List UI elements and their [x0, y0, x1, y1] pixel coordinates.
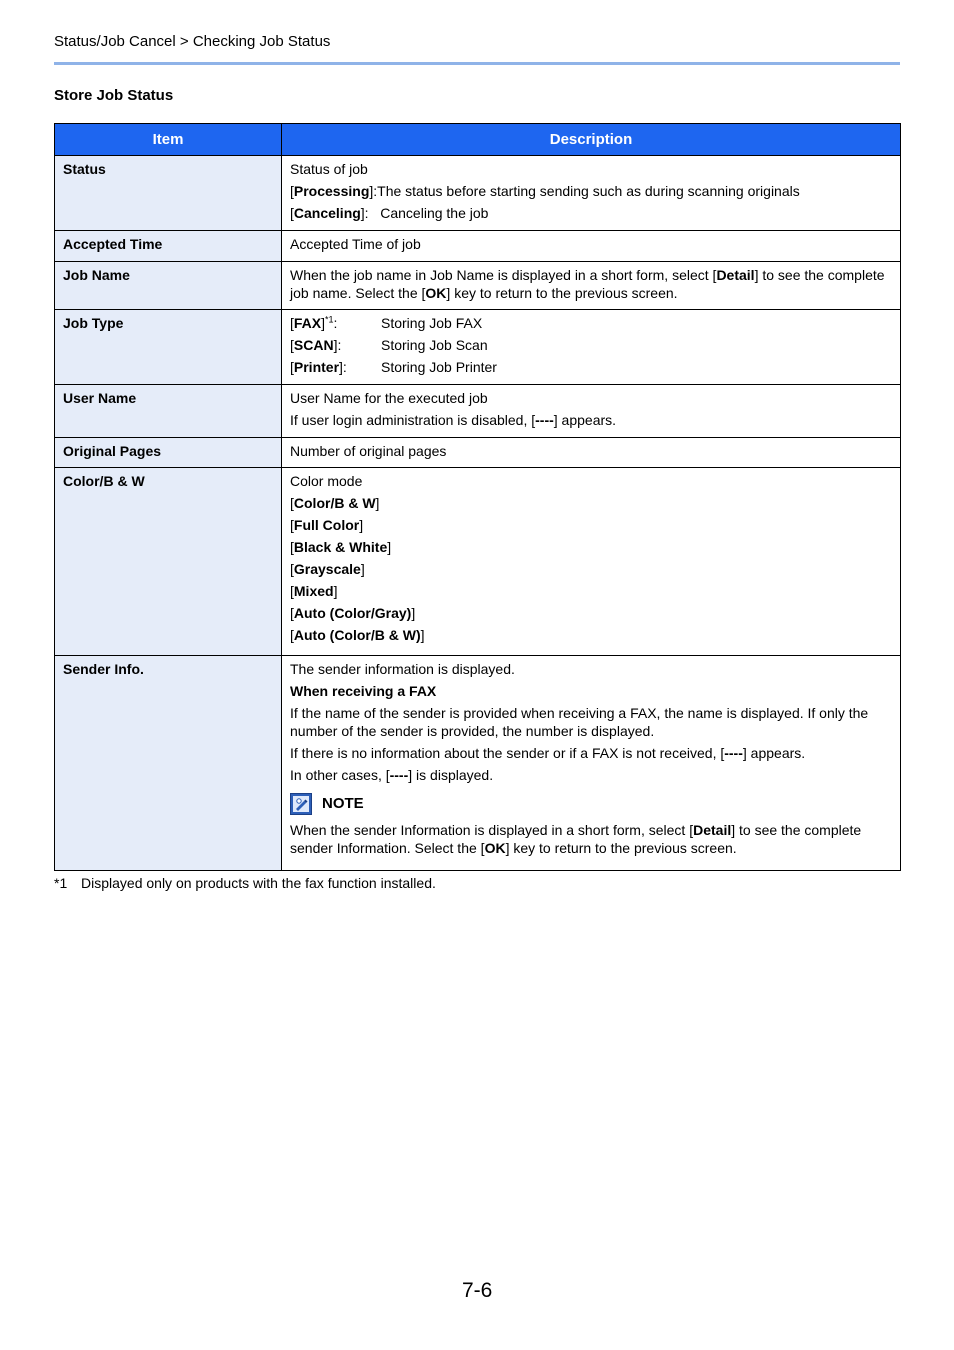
sender-para1: If the name of the sender is provided when receiving a FAX, the name is displayed. If only the number of the sender is provided, the number is displayed. [290, 705, 869, 739]
color-option-label: Black & White [293, 539, 388, 555]
color-option-label: Grayscale [293, 561, 361, 577]
status-line1: Status of job [290, 161, 368, 177]
note-text-pre: When the sender Information is displayed in a short form, select [ [290, 822, 694, 838]
sender-subhead-text: When receiving a FAX [290, 683, 437, 699]
row-desc-job-type [282, 310, 901, 385]
footnote-mark: *1 [54, 875, 68, 891]
job-type-fax: [FAX]$^{*1}$: Storing Job FAX [290, 314, 483, 331]
table-row [55, 231, 901, 262]
scan-desc: Storing Job Scan [381, 337, 488, 353]
user-name-line2 [290, 411, 892, 429]
dash-key: ---- [724, 745, 743, 761]
footnote-text: Displayed only on products with the fax function installed. [81, 875, 436, 891]
row-item-accepted-time: Accepted Time [55, 231, 282, 262]
sender-para3-pre: In other cases, [ [290, 767, 390, 783]
color-option: [Full Color] [290, 517, 364, 533]
note-text-post: ] key to return to the previous screen. [505, 840, 737, 856]
row-item-job-type: Job Type [55, 310, 282, 385]
color-option-label: Full Color [293, 517, 360, 533]
user-name-line1: User Name for the executed job [290, 390, 488, 406]
color-option-label: Auto (Color/Gray) [293, 605, 412, 621]
detail-key: Detail [693, 822, 732, 838]
color-option: [Mixed] [290, 583, 338, 599]
table-row [55, 656, 901, 871]
detail-key: Detail [716, 267, 755, 283]
color-option-label: Mixed [293, 583, 334, 599]
job-name-text-mid: ] to see the complete job name. Select the [ [290, 267, 885, 301]
color-option: [Auto (Color/B & W)] [290, 627, 425, 643]
ok-key: OK [425, 285, 447, 301]
printer-key: Printer [293, 359, 340, 375]
color-option: [Color/B & W] [290, 495, 380, 511]
ok-key: OK [484, 840, 506, 856]
sender-para2-pre: If there is no information about the sender or if a FAX is not received, [ [290, 745, 725, 761]
store-job-status-table [54, 123, 901, 871]
processing-desc: The status before starting sending such as during scanning originals [377, 183, 800, 199]
sender-para2-post: ] appears. [742, 745, 806, 761]
sender-subhead [290, 682, 892, 700]
user-name-line2-post: ] appears. [553, 412, 617, 428]
dash-key: ---- [389, 767, 409, 783]
color-option-label: Color/B & W [293, 495, 376, 511]
scan-key: SCAN [293, 337, 334, 353]
sender-para3-post: ] is displayed. [408, 767, 494, 783]
color-mode-line: Color mode [290, 473, 363, 489]
fax-footnote-mark: *1 [325, 314, 334, 325]
processing-key: Processing [293, 183, 370, 199]
note-text [290, 821, 892, 857]
sender-para2 [290, 744, 892, 762]
table-row [55, 468, 901, 656]
dash-key: ---- [535, 412, 554, 428]
row-desc-status [282, 156, 901, 231]
printer-desc: Storing Job Printer [381, 359, 497, 375]
color-option: [Black & White] [290, 539, 392, 555]
status-processing: [Processing]:The status before starting sending such as during scanning originals [290, 183, 800, 199]
table-row [55, 156, 901, 231]
row-item-user-name: User Name [55, 385, 282, 438]
row-item-status: Status [55, 156, 282, 231]
note-icon [290, 793, 312, 815]
row-desc-color-bw [282, 468, 901, 656]
color-option: [Auto (Color/Gray)] [290, 605, 416, 621]
job-type-scan: [SCAN]: Storing Job Scan [290, 337, 488, 353]
column-header-description: Description [282, 124, 901, 156]
row-item-sender-info: Sender Info. [55, 656, 282, 871]
sender-line1: The sender information is displayed. [290, 661, 515, 677]
table-row [55, 262, 901, 310]
sender-para3 [290, 766, 892, 784]
row-desc-user-name [282, 385, 901, 438]
column-header-item: Item [55, 124, 282, 156]
fax-key: FAX [293, 315, 322, 331]
job-name-text-pre: When the job name in Job Name is displayed in a short form, select [ [290, 267, 717, 283]
note-label: NOTE [322, 795, 364, 812]
table-row [55, 438, 901, 468]
table-row [55, 385, 901, 438]
header-rule [54, 62, 900, 65]
fax-desc: Storing Job FAX [381, 315, 483, 331]
row-item-color-bw: Color/B & W [55, 468, 282, 656]
table-header-row [55, 124, 901, 156]
note-heading [290, 793, 892, 815]
row-desc-sender-info [282, 656, 901, 871]
color-option: [Grayscale] [290, 561, 365, 577]
canceling-desc: Canceling the job [380, 205, 489, 221]
note-text-mid: ] to see the complete sender Information. Select the [ [290, 822, 862, 856]
job-name-text-post: ] key to return to the previous screen. [446, 285, 678, 301]
status-canceling: [Canceling]: Canceling the job [290, 205, 489, 221]
page-number: 7-6 [462, 1279, 493, 1302]
footnote [54, 875, 436, 891]
row-desc-accepted-time: Accepted Time of job [282, 231, 901, 262]
color-option-label: Auto (Color/B & W) [293, 627, 421, 643]
section-title: Store Job Status [54, 87, 174, 104]
breadcrumb: Status/Job Cancel > Checking Job Status [54, 33, 331, 50]
user-name-line2-pre: If user login administration is disabled, [ [290, 412, 536, 428]
row-desc-original-pages: Number of original pages [282, 438, 901, 468]
table-row [55, 310, 901, 385]
row-item-job-name: Job Name [55, 262, 282, 310]
job-type-printer: [Printer]: Storing Job Printer [290, 359, 497, 375]
canceling-key: Canceling [293, 205, 361, 221]
row-desc-job-name [282, 262, 901, 310]
row-item-original-pages: Original Pages [55, 438, 282, 468]
